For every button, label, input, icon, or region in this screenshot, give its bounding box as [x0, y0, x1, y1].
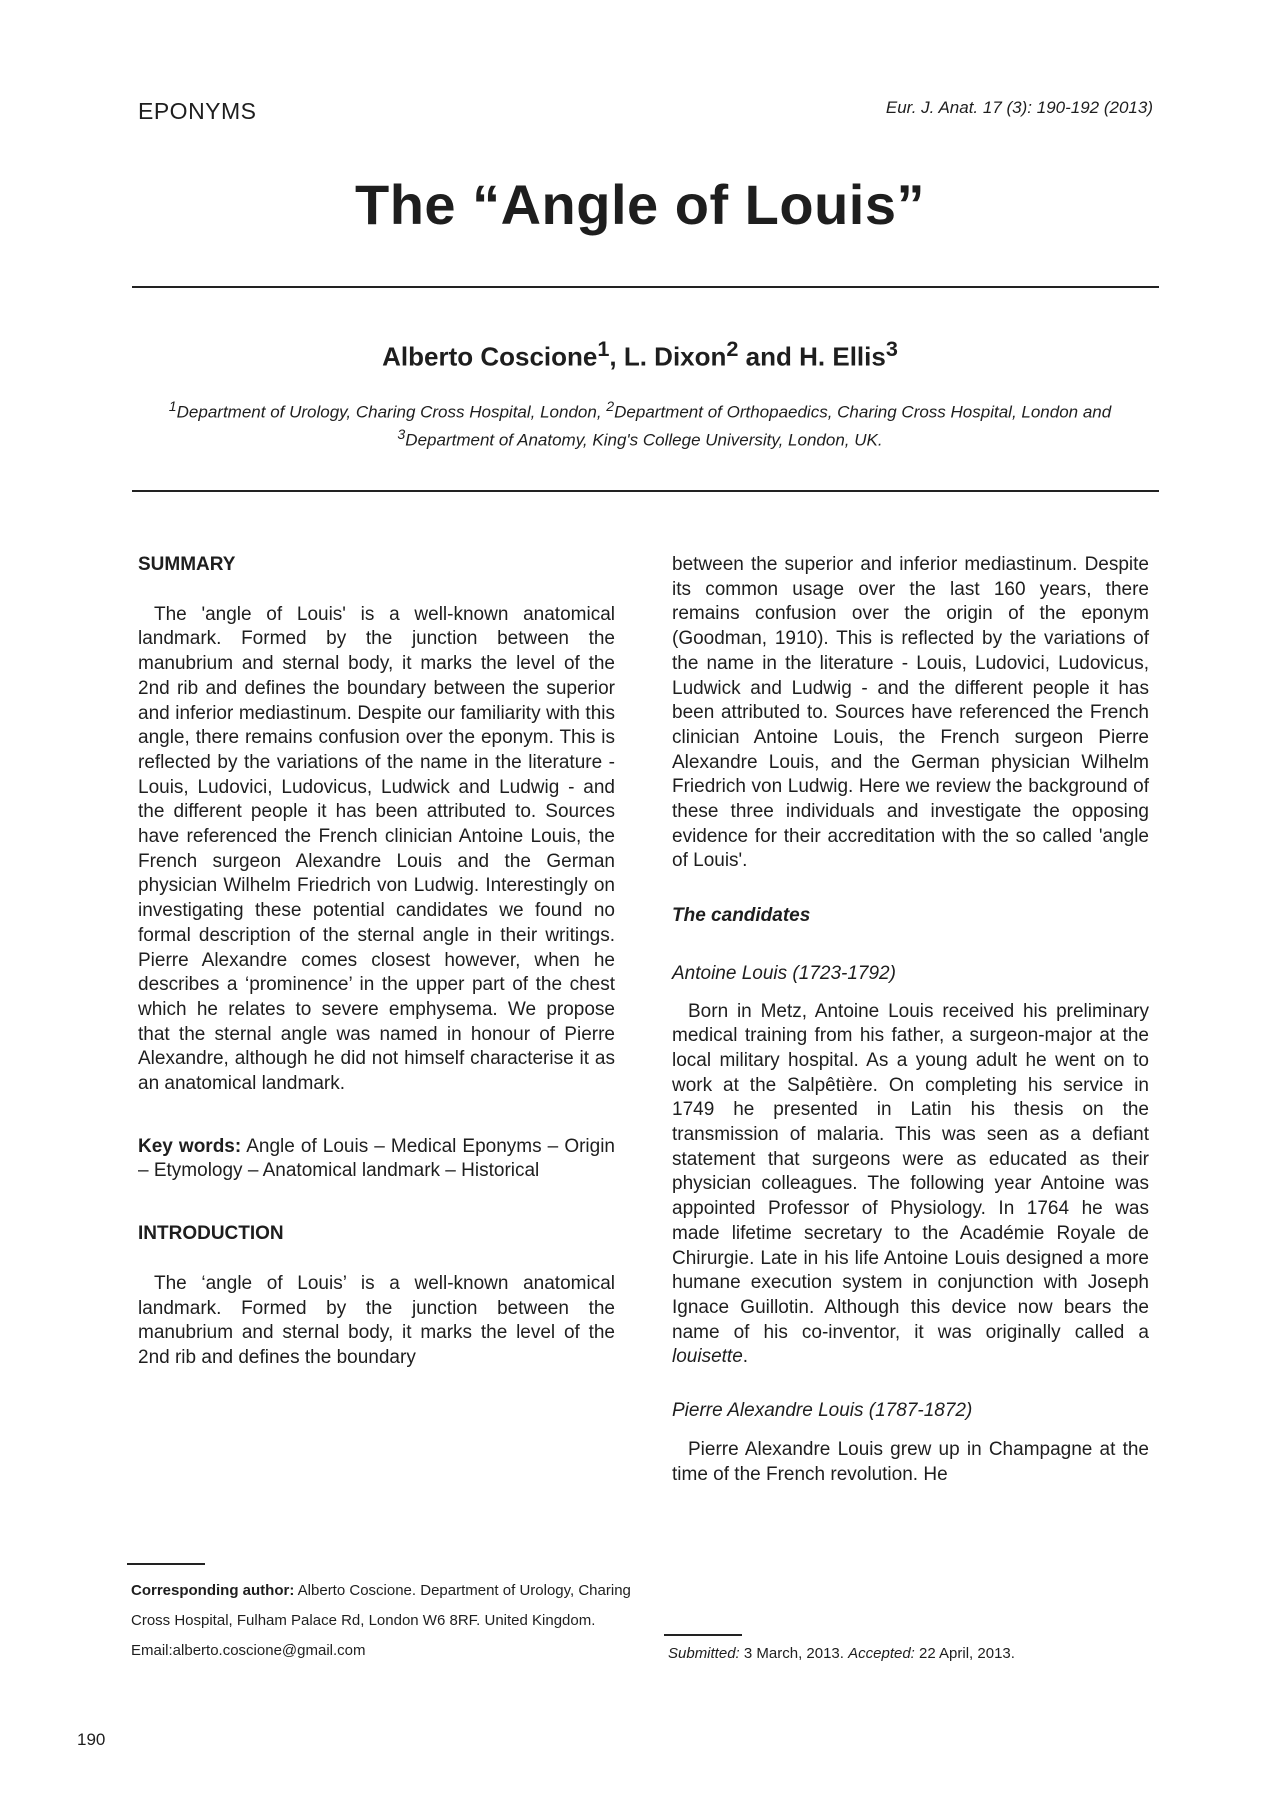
author-name: Alberto Coscione — [382, 341, 598, 372]
journal-reference: Eur. J. Anat. 17 (3): 190-192 (2013) — [885, 98, 1153, 117]
submitted-date: 3 March, 2013. — [739, 1645, 849, 1662]
candidates-heading: The candidates — [672, 905, 811, 927]
keywords-label: Key words: — [138, 1135, 242, 1157]
antoine-text-body: Born in Metz, Antoine Louis received his preliminary medical training from his father, a surgeon-major at the local military hospital. As a young adult he went on to work at the Salpêtière. On completing his service in 1749 he presented in Latin his thesis on the transmission of malaria. This was seen as a defiant statement that surgeons were as educated as their physician colleagues. The following year Antoine was appointed Professor of Physiology. In 1764 he was made lifetime secretary to the Académie Royale de Chirurgie. Late in his life Antoine Louis designed a more humane execution system in conjunction with Joseph Ignace Guillotin. Although this device now bears the name of his co-inventor, it was originally called a — [672, 1000, 1149, 1343]
accepted-label: Accepted: — [848, 1645, 915, 1662]
right-column — [672, 553, 1149, 1487]
introduction-text: The ‘angle of Louis’ is a well-known anatomical landmark. Formed by the junction between the manubrium and sternal body, it marks the level of the 2nd rib and defines the boundary — [138, 1272, 615, 1368]
affiliation-rule — [132, 490, 1159, 492]
author-sup: 2 — [726, 336, 739, 361]
submission-dates — [668, 1645, 1015, 1662]
affil-text: Department of Anatomy, King's College University, London, UK. — [405, 430, 883, 450]
affiliations — [150, 396, 1130, 451]
corr-text: Alberto Coscione. Department of Urology, Charing Cross Hospital, Fulham Palace Rd, London W6 8RF. United Kingdom. Email:alberto.coscione@gmail.com — [131, 1582, 631, 1659]
summary-heading: SUMMARY — [138, 554, 236, 575]
keywords — [138, 1135, 615, 1184]
antoine-text — [672, 1000, 1149, 1371]
article-title: The “Angle of Louis” — [355, 173, 925, 236]
page-number: 190 — [77, 1730, 106, 1749]
antoine-text-end: . — [742, 1346, 749, 1368]
author-list — [0, 336, 1280, 373]
affil-sup: 1 — [168, 399, 177, 415]
keywords-text: Angle of Louis – Medical Eponyms – Origin – Etymology – Anatomical landmark – Historical — [138, 1135, 615, 1182]
left-column — [138, 553, 615, 1371]
introduction-text-continued: between the superior and inferior mediastinum. Despite its common usage over the last 160 years, there remains confusion over the origin of the eponym (Goodman, 1910). This is reflected by the variations of the name in the literature - Louis, Ludovici, Ludovicus, Ludwick and Ludwig - and the different people it has been attributed to. Sources have referenced the French clinician Antoine Louis, the French surgeon Pierre Alexandre Louis, and the German physician Wilhelm Friedrich von Ludwig. Here we review the background of these three individuals and investigate the opposing evidence for their accreditation with the so called 'angle of Louis'. — [672, 554, 1149, 872]
introduction-heading: INTRODUCTION — [138, 1223, 284, 1245]
footnote-rule-left — [127, 1563, 205, 1565]
affil-text: Department of Urology, Charing Cross Hospital, London, — [176, 402, 607, 422]
pierre-heading: Pierre Alexandre Louis (1787-1872) — [672, 1400, 973, 1422]
affil-sup: 3 — [397, 426, 406, 443]
title-rule — [132, 286, 1159, 288]
accepted-date: 22 April, 2013. — [914, 1645, 1015, 1662]
author-name: , L. Dixon — [609, 341, 727, 372]
corr-label: Corresponding author: — [131, 1582, 295, 1599]
antoine-heading: Antoine Louis (1723-1792) — [672, 962, 896, 984]
submitted-label: Submitted: — [668, 1645, 740, 1662]
corresponding-author — [131, 1576, 631, 1666]
pierre-text: Pierre Alexandre Louis grew up in Champagne at the time of the French revolution. He — [672, 1438, 1149, 1485]
section-label: EPONYMS — [138, 98, 257, 124]
antoine-text-italic: louisette — [672, 1346, 743, 1368]
author-name: and H. Ellis — [738, 341, 886, 372]
affil-text: Department of Orthopaedics, Charing Cross Hospital, London and — [614, 402, 1112, 422]
summary-text: The 'angle of Louis' is a well-known anatomical landmark. Formed by the junction between the manubrium and sternal body, it marks the level of the 2nd rib and defines the boundary between the superior and inferior mediastinum. Despite our familiarity with this angle, there remains confusion over the eponym. This is reflected by the variations of the name in the literature - Louis, Ludovici, Ludovicus, Ludwick and Ludwig - and the different people it has been attributed to. Sources have referenced the French clinician Antoine Louis, the French surgeon Alexandre Louis and the German physician Wilhelm Friedrich von Ludwig. Interestingly on investigating these potential candidates we found no formal description of the sternal angle in their writings. Pierre Alexandre comes closest however, when he describes a ‘prominence’ in the upper part of the chest which he relates to severe emphysema. We propose that the sternal angle was named in honour of Pierre Alexandre, although he did not himself characterise it as an anatomical landmark. — [138, 603, 615, 1095]
footnote-rule-right — [664, 1634, 742, 1636]
affil-sup: 2 — [606, 399, 615, 415]
author-sup: 3 — [885, 336, 898, 361]
author-sup: 1 — [597, 336, 610, 361]
